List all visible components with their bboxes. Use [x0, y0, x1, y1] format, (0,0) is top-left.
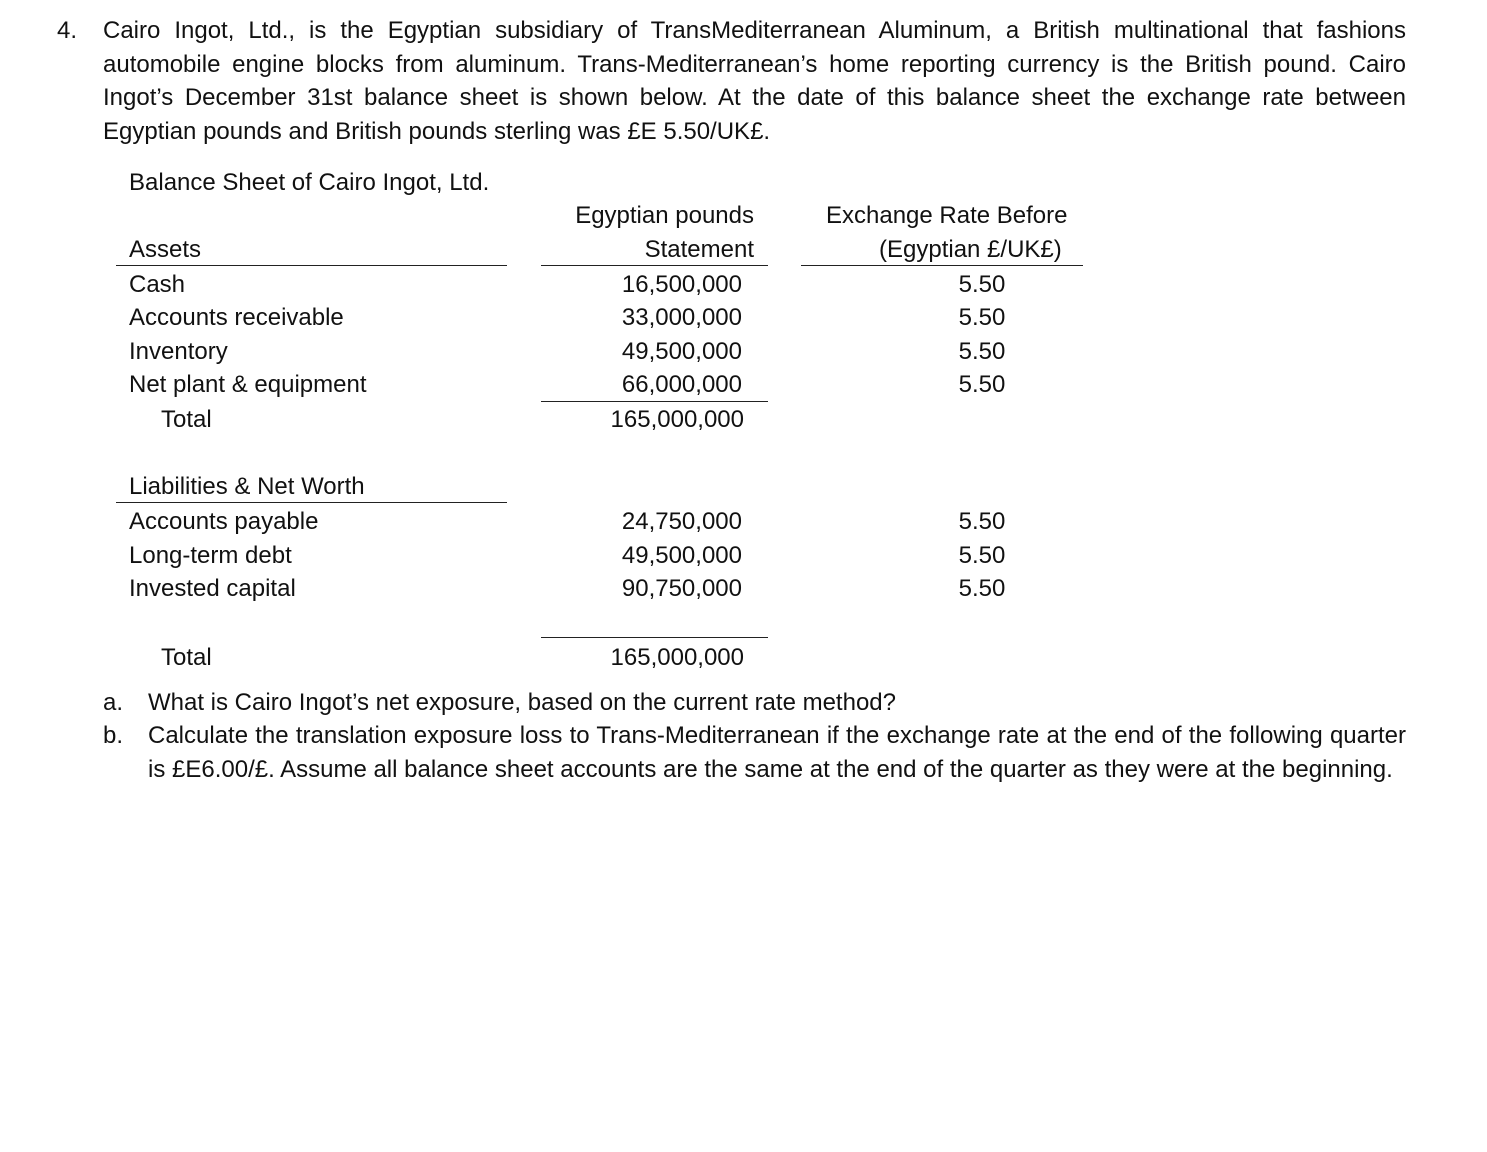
col-egp-header-line2: Statement — [644, 236, 754, 263]
liability-label: Long-term debt — [129, 542, 292, 569]
question-text: Cairo Ingot, Ltd., is the Egyptian subsidiary of TransMediterranean Aluminum, a British multinational that fashions automobile engine blocks from aluminum. Trans-Mediterranean’s home reporting currency is the British pound. Cairo Ingot’s December 31st balance sheet is shown below. At the date of this balance sheet the exchange rate between Egyptian pounds and British pounds sterling was £E 5.50/UK£. — [103, 17, 1406, 145]
liability-label: Accounts payable — [129, 508, 319, 535]
liability-rate: 5.50 — [958, 575, 1006, 602]
asset-rate: 5.50 — [958, 338, 1006, 365]
asset-value: 66,000,000 — [621, 371, 742, 398]
assets-total-value: 165,000,000 — [610, 406, 744, 433]
liability-label: Invested capital — [129, 575, 296, 602]
assets-header-rule — [116, 265, 507, 266]
asset-value: 49,500,000 — [621, 338, 742, 365]
liabilities-total-rule — [541, 637, 768, 638]
egp-header-rule — [541, 265, 768, 266]
liability-value: 24,750,000 — [621, 508, 742, 535]
liability-rate: 5.50 — [958, 542, 1006, 569]
balance-sheet-title: Balance Sheet of Cairo Ingot, Ltd. — [129, 169, 490, 196]
liabilities-header-rule — [116, 502, 507, 503]
subquestion-text: Calculate the translation exposure loss to Trans-Mediterranean if the exchange rate at the end of the following quarter is £E6.00/£. Assume all balance sheet accounts are the same at the end of the quarter as they were at the beginning. — [148, 722, 1406, 783]
asset-rate: 5.50 — [958, 304, 1006, 331]
question-number: 4. — [57, 17, 78, 44]
liabilities-total-label: Total — [161, 644, 212, 671]
asset-rate: 5.50 — [958, 271, 1006, 298]
asset-label: Cash — [129, 271, 186, 298]
liability-value: 49,500,000 — [621, 542, 742, 569]
asset-rate: 5.50 — [958, 371, 1006, 398]
col-rate-header-line2: (Egyptian £/UK£) — [879, 236, 1062, 263]
assets-header: Assets — [129, 236, 202, 263]
subquestion-letter: a. — [103, 689, 124, 716]
subquestion-letter: b. — [103, 722, 124, 749]
assets-total-label: Total — [161, 406, 212, 433]
liability-value: 90,750,000 — [621, 575, 742, 602]
subquestion-text: What is Cairo Ingot’s net exposure, based on the current rate method? — [148, 689, 896, 716]
rate-header-rule — [801, 265, 1083, 266]
liabilities-total-value: 165,000,000 — [610, 644, 744, 671]
asset-label: Accounts receivable — [129, 304, 344, 331]
asset-value: 16,500,000 — [621, 271, 742, 298]
liability-rate: 5.50 — [958, 508, 1006, 535]
col-rate-header-line1: Exchange Rate Before — [826, 202, 1068, 229]
asset-value: 33,000,000 — [621, 304, 742, 331]
asset-label: Inventory — [129, 338, 228, 365]
asset-label: Net plant & equipment — [129, 371, 367, 398]
liabilities-header: Liabilities & Net Worth — [129, 473, 365, 500]
col-egp-header-line1: Egyptian pounds — [575, 202, 754, 229]
assets-total-rule — [541, 401, 768, 402]
